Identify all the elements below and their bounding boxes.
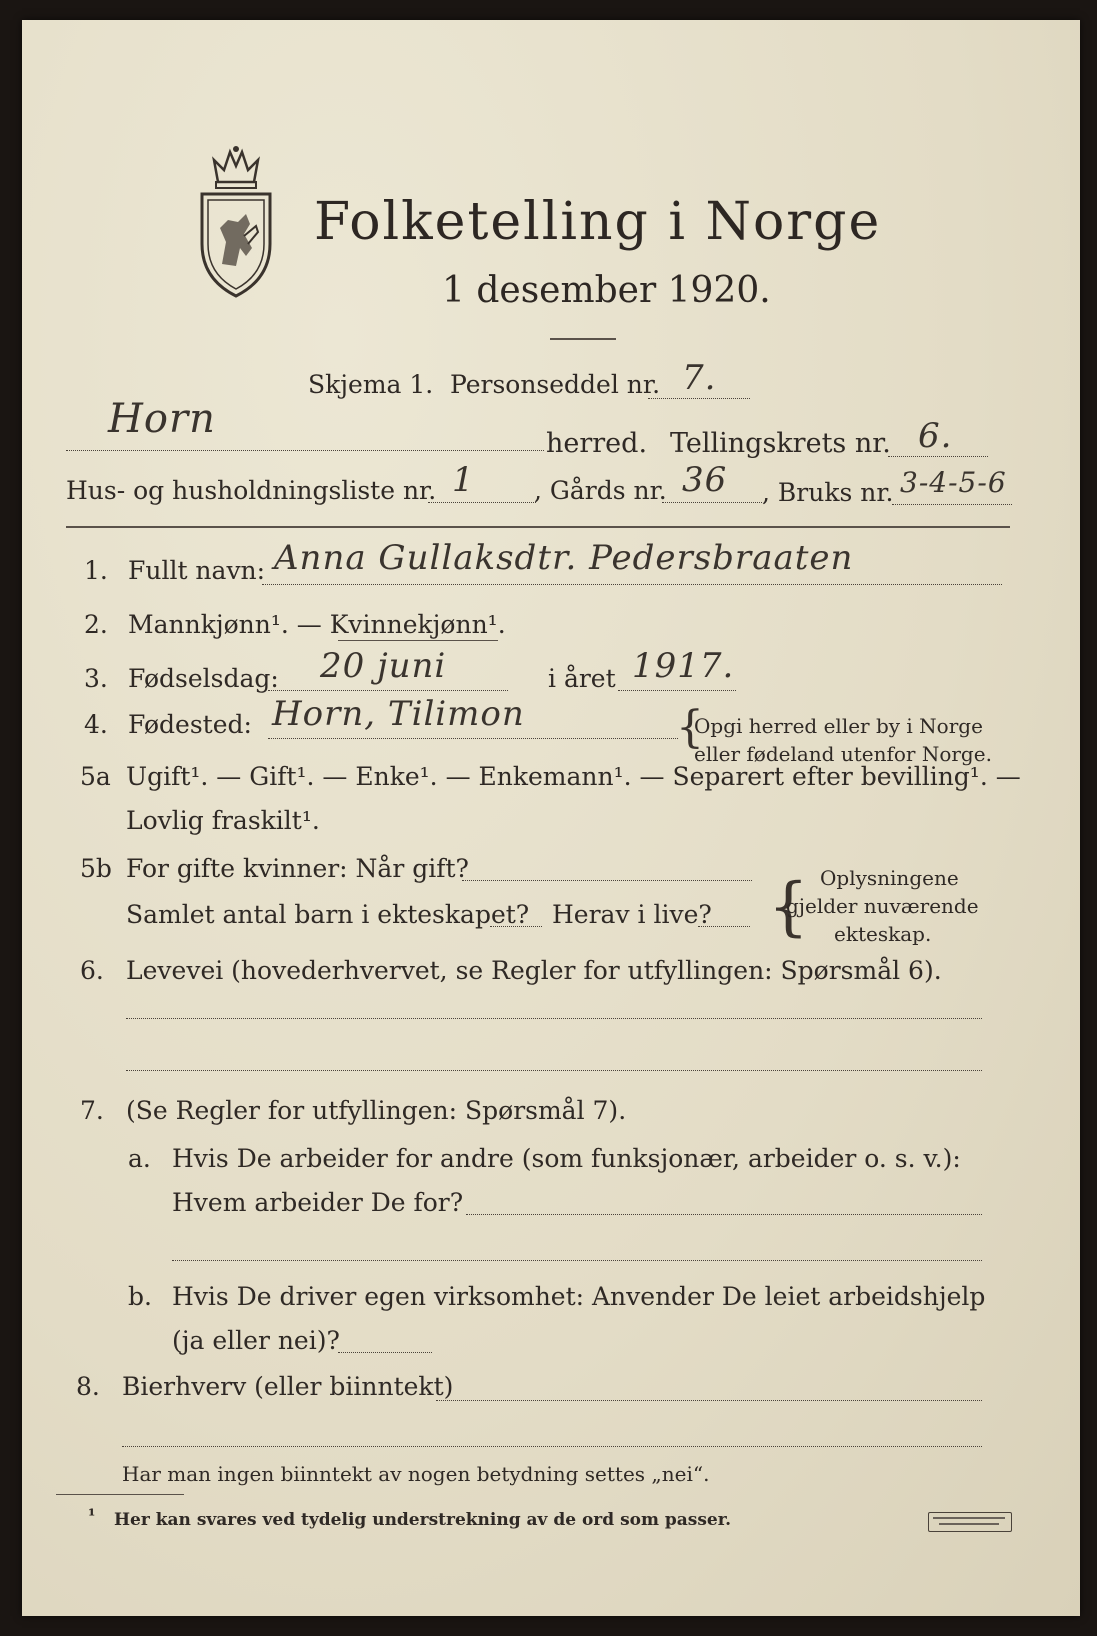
tellingskrets-line bbox=[888, 456, 988, 457]
q7a-number: a. bbox=[128, 1144, 151, 1173]
q7b-line1: Hvis De driver egen virksomhet: Anvender De leiet arbeidshjelp bbox=[172, 1282, 986, 1311]
q5a-marital-options: Ugift¹. — Gift¹. — Enke¹. — Enkemann¹. — Separert efter bevilling¹. — bbox=[126, 762, 1021, 791]
census-form-sheet bbox=[22, 20, 1080, 1616]
q1-number: 1. bbox=[84, 556, 108, 585]
q4-note-line2: eller fødeland utenfor Norge. bbox=[694, 742, 992, 766]
q7b-number: b. bbox=[128, 1282, 152, 1311]
q8-number: 8. bbox=[76, 1372, 100, 1401]
hus-label: Hus- og husholdningsliste nr. bbox=[66, 476, 437, 505]
q5b-when-married-label: For gifte kvinner: Når gift? bbox=[126, 854, 469, 883]
q8-line-2 bbox=[122, 1446, 982, 1447]
norwegian-coat-of-arms-icon bbox=[196, 144, 276, 300]
q7b-line2: (ja eller nei)? bbox=[172, 1326, 340, 1355]
q6-line-2 bbox=[126, 1070, 982, 1071]
q3-year-label: i året bbox=[548, 664, 616, 693]
q2-underline-kvinnekjonn bbox=[338, 640, 498, 641]
header-rule bbox=[66, 526, 1010, 528]
q5b-note-line3: ekteskap. bbox=[834, 922, 932, 946]
q3-year-value: 1917. bbox=[632, 646, 735, 686]
personseddel-line bbox=[648, 398, 750, 399]
gards-label: , Gårds nr. bbox=[534, 476, 667, 505]
q3-label: Fødselsdag: bbox=[128, 664, 279, 693]
census-date: 1 desember 1920. bbox=[442, 270, 771, 311]
q6-line-1 bbox=[126, 1018, 982, 1019]
q7a-line1: Hvis De arbeider for andre (som funksjonær, arbeider o. s. v.): bbox=[172, 1144, 961, 1173]
gards-value: 36 bbox=[682, 460, 728, 500]
title-divider bbox=[550, 338, 616, 340]
q5b-note-line2: gjelder nuværende bbox=[786, 894, 979, 918]
q5b-when-married-line bbox=[462, 880, 752, 881]
tellingskrets-label: Tellingskrets nr. bbox=[670, 428, 891, 459]
q1-line bbox=[262, 584, 1002, 585]
q1-label: Fullt navn: bbox=[128, 556, 266, 585]
gards-line bbox=[662, 502, 762, 503]
q8-label: Bierhverv (eller biinntekt) bbox=[122, 1372, 454, 1401]
q7b-line bbox=[338, 1352, 432, 1353]
q7a-employer-label: Hvem arbeider De for? bbox=[172, 1188, 464, 1217]
q5b-children-label: Samlet antal barn i ekteskapet? bbox=[126, 900, 530, 929]
q2-gender-options: Mannkjønn¹. — Kvinnekjønn¹. bbox=[128, 610, 506, 639]
herred-label: herred. bbox=[546, 428, 648, 459]
personseddel-label: Personseddel nr. bbox=[450, 370, 661, 399]
q5a-marital-options-2: Lovlig fraskilt¹. bbox=[126, 806, 320, 835]
skjema-label: Skjema 1. bbox=[308, 370, 434, 399]
q7-label: (Se Regler for utfyllingen: Spørsmål 7). bbox=[126, 1096, 627, 1125]
hus-value: 1 bbox=[452, 460, 475, 500]
q7a-employer-line bbox=[466, 1214, 982, 1215]
footnote-mark: ¹ bbox=[88, 1506, 96, 1526]
q5a-number: 5a bbox=[80, 762, 111, 791]
hus-line bbox=[428, 502, 536, 503]
q4-number: 4. bbox=[84, 710, 108, 739]
q5b-note-line1: Oplysningene bbox=[820, 866, 959, 890]
q2-number: 2. bbox=[84, 610, 108, 639]
form-title: Folketelling i Norge bbox=[314, 192, 882, 252]
q4-label: Fødested: bbox=[128, 710, 252, 739]
q5b-brace: { bbox=[768, 870, 809, 944]
tellingskrets-value: 6. bbox=[918, 416, 953, 456]
personseddel-value: 7. bbox=[682, 358, 717, 398]
q4-birthplace-value: Horn, Tilimon bbox=[272, 694, 525, 734]
q5b-alive-line bbox=[698, 926, 750, 927]
herred-value: Horn bbox=[108, 396, 216, 442]
bruks-label: , Bruks nr. bbox=[762, 478, 894, 507]
bruks-value: 3-4-5-6 bbox=[900, 466, 1007, 499]
q3-number: 3. bbox=[84, 664, 108, 693]
q4-note-line1: Opgi herred eller by i Norge bbox=[694, 714, 983, 738]
q3-day-line bbox=[268, 690, 508, 691]
q1-full-name-value: Anna Gullaksdtr. Pedersbraaten bbox=[274, 538, 854, 578]
q5b-alive-label: Herav i live? bbox=[552, 900, 712, 929]
printer-mark-stamp bbox=[928, 1512, 1012, 1532]
q7a-employer-line-2 bbox=[172, 1260, 982, 1261]
q5b-number: 5b bbox=[80, 854, 112, 883]
footnote-text: Her kan svares ved tydelig understrekning av de ord som passer. bbox=[114, 1510, 732, 1530]
q6-label: Levevei (hovederhvervet, se Regler for utfyllingen: Spørsmål 6). bbox=[126, 956, 942, 985]
q7-number: 7. bbox=[80, 1096, 104, 1125]
q4-line bbox=[268, 738, 678, 739]
q6-number: 6. bbox=[80, 956, 104, 985]
footnote-rule bbox=[56, 1494, 184, 1495]
q8-note: Har man ingen biinntekt av nogen betydning settes „nei“. bbox=[122, 1462, 710, 1486]
q3-year-line bbox=[618, 690, 736, 691]
q4-brace: { bbox=[676, 702, 704, 753]
herred-line bbox=[66, 450, 544, 451]
q3-day-value: 20 juni bbox=[320, 646, 447, 686]
bruks-line bbox=[892, 504, 1012, 505]
q5b-children-line bbox=[490, 926, 542, 927]
q8-line-1 bbox=[436, 1400, 982, 1401]
